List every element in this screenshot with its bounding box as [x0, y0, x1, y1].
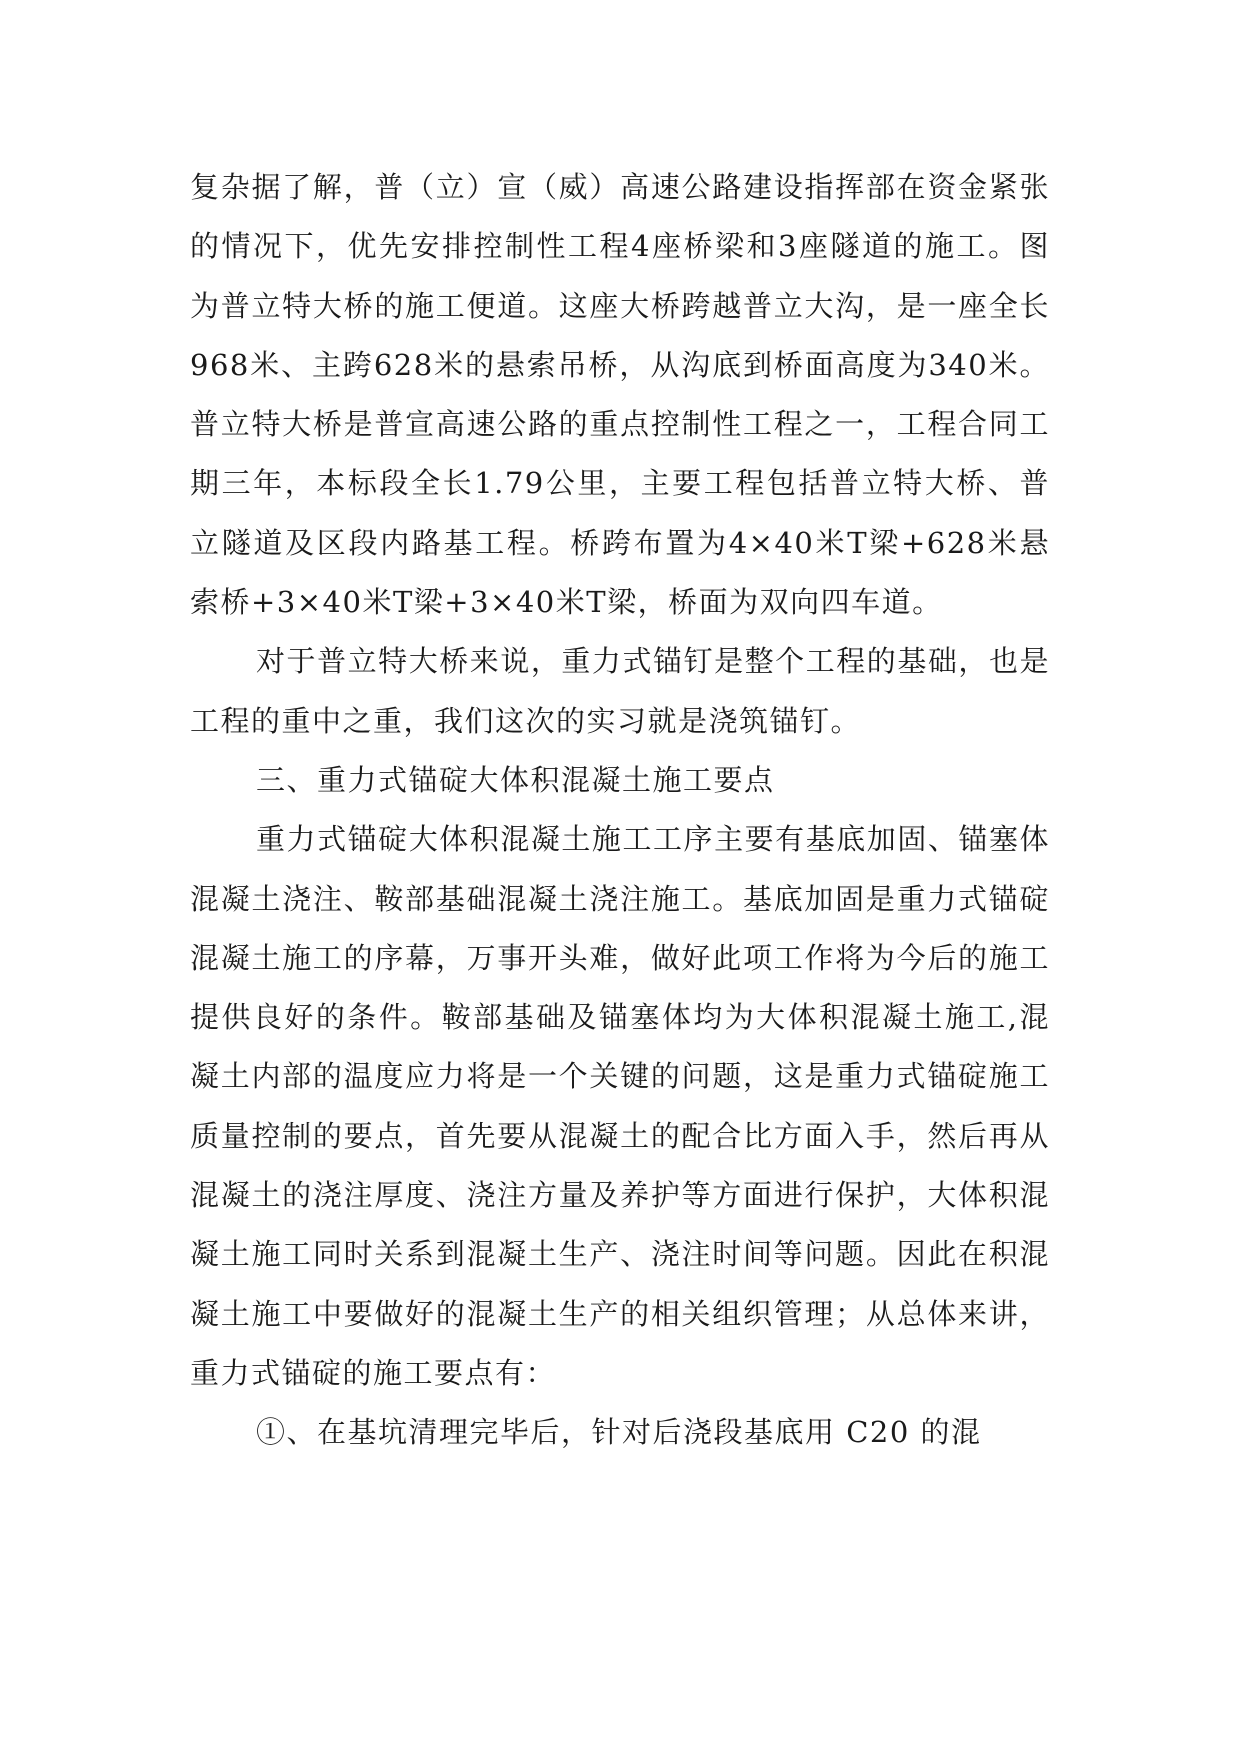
paragraph-bridge-overview: 复杂据了解，普（立）宣（威）高速公路建设指挥部在资金紧张的情况下，优先安排控制性工程4座桥梁和3座隧道的施工。图为普立特大桥的施工便道。这座大桥跨越普立大沟，是一座全长968米、主跨628米的悬索吊桥，从沟底到桥面高度为340米。普立特大桥是普宣高速公路的重点控制性工程之一，工程合同工期三年，本标段全长1.79公里，主要工程包括普立特大桥、普立隧道及区段内路基工程。桥跨布置为4×40米T梁+628米悬索桥+3×40米T梁+3×40米T梁，桥面为双向四车道。	[190, 170, 1050, 620]
paragraph-point-one: ①、在基坑清理完毕后，针对后浇段基底用 C20 的混	[256, 1415, 982, 1450]
document-body	[190, 158, 1050, 1463]
section-heading-construction-points: 三、重力式锚碇大体积混凝土施工要点	[256, 762, 775, 797]
paragraph-construction-process: 重力式锚碇大体积混凝土施工工序主要有基底加固、锚塞体混凝土浇注、鞍部基础混凝土浇注施工。基底加固是重力式锚碇混凝土施工的序幕，万事开头难，做好此项工作将为今后的施工提供良好的条件。鞍部基础及锚塞体均为大体积混凝土施工,混凝土内部的温度应力将是一个关键的问题，这是重力式锚碇施工质量控制的要点，首先要从混凝土的配合比方面入手，然后再从混凝土的浇注厚度、浇注方量及养护等方面进行保护，大体积混凝土施工同时关系到混凝土生产、浇注时间等问题。因此在积混凝土施工中要做好的混凝土生产的相关组织管理；从总体来讲，重力式锚碇的施工要点有：	[190, 822, 1050, 1390]
paragraph-anchor-importance: 对于普立特大桥来说，重力式锚钉是整个工程的基础，也是工程的重中之重，我们这次的实习就是浇筑锚钉。	[190, 644, 1050, 738]
